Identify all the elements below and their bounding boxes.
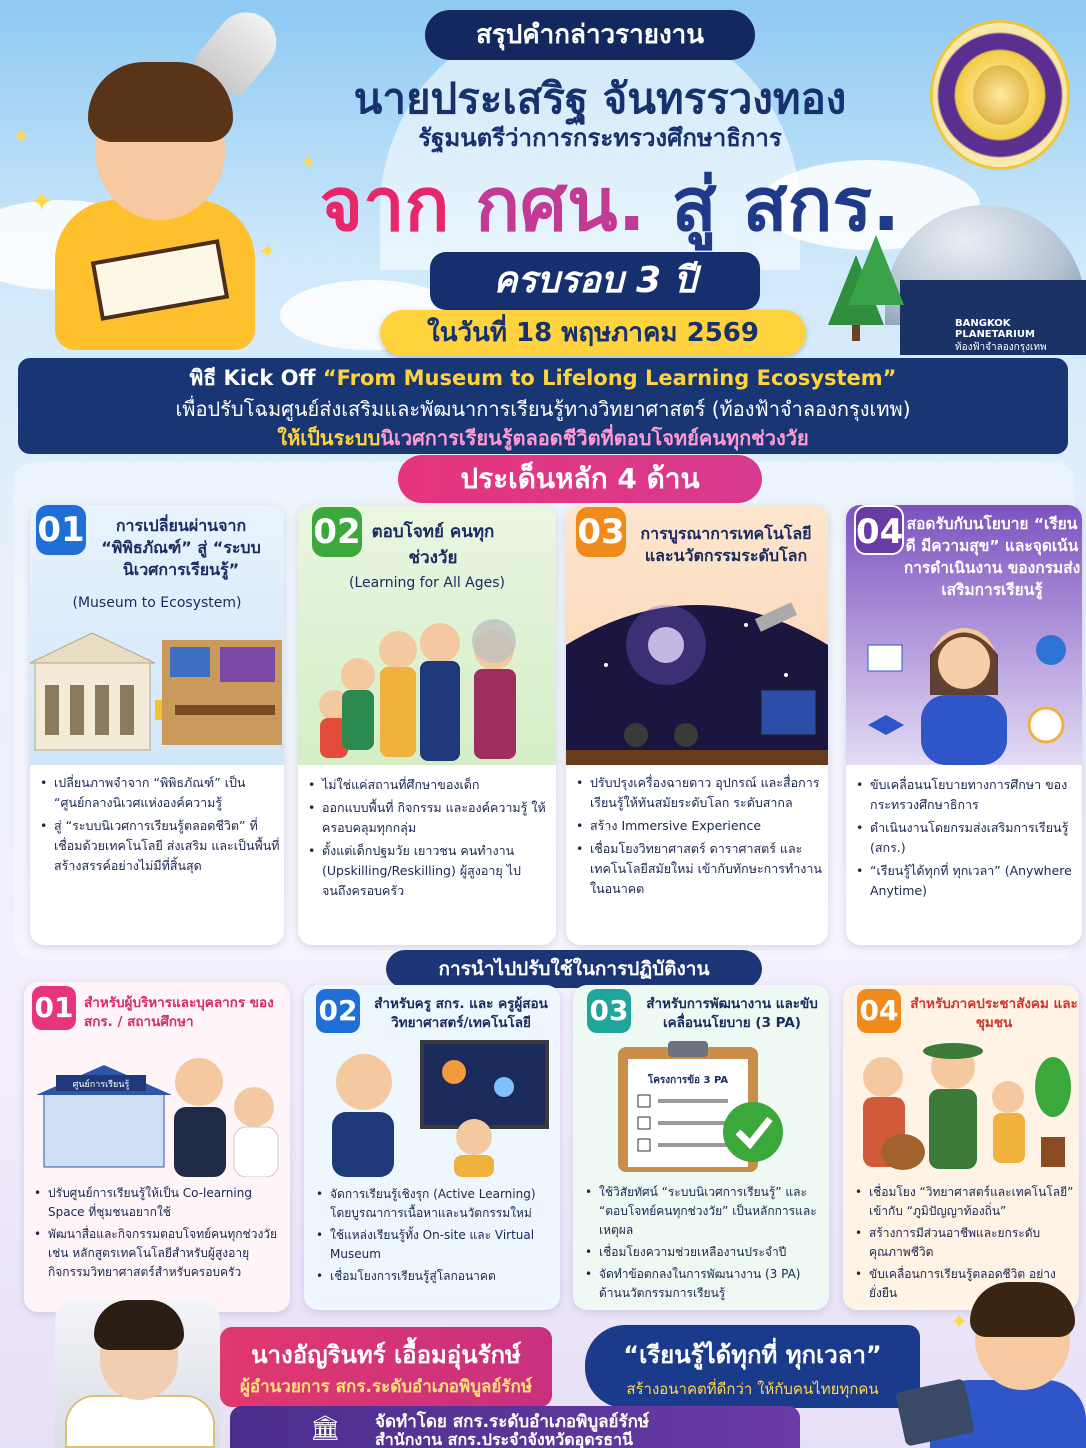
checklist-title: โครงการข้อ 3 PA <box>647 1075 729 1086</box>
planetarium-name-th: ท้องฟ้าจำลองกรุงเทพ <box>955 342 1047 353</box>
slogan-main: “เรียนรู้ได้ทุกที่ ทุกเวลา” <box>623 1341 882 1369</box>
slogan-sub: สร้างอนาคตที่ดีกว่า ให้กับคนไทยทุกคน <box>626 1380 879 1398</box>
card-number: 03 <box>587 989 631 1033</box>
bullet-item: • พัฒนาสื่อและกิจกรรมตอบโจทย์คนทุกช่วงวัย เช่น หลักสูตรเทคโนโลยีสำหรับผู้สูงอายุ กิจกรรมวิทยาศาสตร์สำหรับครอบครัว <box>34 1225 284 1282</box>
community-illustration <box>843 1037 1079 1177</box>
bullet-item: • ดำเนินงานโดยกรมส่งเสริมการเรียนรู้ (สกร.) <box>856 818 1078 858</box>
kickoff-line3-a: ให้เป็นระบบ <box>277 426 381 450</box>
tree-icon <box>848 235 904 305</box>
minister-role: รัฐมนตรีว่าการกระทรวงศึกษาธิการ <box>418 124 782 152</box>
card-bullets <box>576 773 822 902</box>
tree-trunk <box>852 325 860 341</box>
director-box <box>220 1327 552 1407</box>
card-title: การเปลี่ยนผ่านจาก “พิพิธภัณฑ์” สู่ “ระบบนิเวศการเรียนรู้” <box>101 516 261 579</box>
card-title: สำหรับภาคประชาสังคม และชุมชน <box>910 996 1078 1031</box>
bullet-item: • ขับเคลื่อนการเรียนรู้ตลอดชีวิต อย่างยั่งยืน <box>855 1265 1077 1303</box>
application-card-4 <box>843 985 1079 1310</box>
footer-bar <box>230 1406 800 1448</box>
section2-title: การนำไปปรับใช้ในการปฏิบัติงาน <box>386 950 762 988</box>
star-icon: ✦ <box>12 125 31 150</box>
card-bullets <box>316 1185 556 1289</box>
director-role: ผู้อำนวยการ สกร.ระดับอำเภอพิบูลย์รักษ์ <box>239 1377 533 1397</box>
minister-name: นายประเสริฐ จันทรรวงทอง <box>353 74 847 123</box>
kickoff-prefix: พิธี Kick Off <box>189 366 316 390</box>
header-pill: สรุปคำกล่าวรายงาน <box>425 10 755 60</box>
bullet-item: • เชื่อมโยง “วิทยาศาสตร์และเทคโนโลยี” เข้ากับ “ภูมิปัญญาท้องถิ่น” <box>855 1183 1077 1221</box>
planetarium-name-en: BANGKOK PLANETARIUM <box>955 318 1035 340</box>
key-point-card-4 <box>846 505 1082 945</box>
teacher-illustration <box>304 1037 560 1177</box>
director-uniform <box>65 1395 215 1448</box>
card-number: 02 <box>312 507 362 557</box>
card-subtitle: (Museum to Ecosystem) <box>72 595 242 611</box>
card-number: 01 <box>36 505 86 555</box>
key-point-card-1 <box>30 505 284 945</box>
slogan-box <box>585 1325 920 1408</box>
card-number: 01 <box>32 986 76 1030</box>
boy-hair <box>88 62 233 142</box>
event-date: ในวันที่ 18 พฤษภาคม 2569 <box>380 310 806 356</box>
card-title: สำหรับผู้บริหารและบุคลากร ของ สกร. / สถานศึกษา <box>84 995 274 1030</box>
bullet-item: • ปรับปรุงเครื่องฉายดาว อุปกรณ์ และสื่อการเรียนรู้ให้ทันสมัยระดับโลก ระดับสากล <box>576 773 822 813</box>
main-title-part1: จาก <box>319 162 450 248</box>
bullet-item: • เชื่อมโยงความช่วยเหลืองานประจำปี <box>585 1243 825 1262</box>
application-card-3 <box>573 985 829 1310</box>
planetarium-technology-illustration <box>566 585 828 765</box>
director-name: นางอัญรินทร์ เอื้อมอุ่นรักษ์ <box>251 1341 521 1369</box>
kickoff-highlight: “From Museum to Lifelong Learning Ecosystem” <box>322 366 897 390</box>
bullet-item: • เชื่อมโยงวิทยาศาสตร์ ดาราศาสตร์ และเทคโนโลยีสมัยใหม่ เข้ากับทักษะการทำงานในอนาคต <box>576 839 822 899</box>
card-title: สำหรับการพัฒนางาน และขับเคลื่อนนโยบาย (3 PA) <box>646 996 818 1031</box>
anniversary-badge: ครบรอบ 3 ปี <box>430 252 760 310</box>
card-bullets <box>34 1184 284 1285</box>
bullet-item: • ใช้แหล่งเรียนรู้ทั้ง On-site และ Virtual Museum <box>316 1226 556 1264</box>
bullet-item: • จัดทำข้อตกลงในการพัฒนางาน (3 PA) ด้านนวัตกรรมการเรียนรู้ <box>585 1265 825 1303</box>
footer-line1: จัดทำโดย สกร.ระดับอำเภอพิบูลย์รักษ์ <box>375 1412 650 1432</box>
seal-emblem <box>973 65 1029 125</box>
organization-seal-icon <box>930 20 1070 170</box>
key-point-card-3 <box>566 505 828 945</box>
card-subtitle: (Learning for All Ages) <box>348 575 506 591</box>
bullet-item: • ใช้วิสัยทัศน์ “ระบบนิเวศการเรียนรู้” และ “ตอบโจทย์คนทุกช่วงวัย” เป็นหลักการและเหตุผล <box>585 1183 825 1240</box>
application-card-1 <box>24 982 290 1312</box>
kickoff-title <box>18 362 1068 395</box>
card-number: 04 <box>854 505 904 555</box>
kickoff-line3-b: นิเวศการเรียนรู้ตลอดชีวิตที่ตอบโจทย์คนทุกช่วงวัย <box>380 426 809 450</box>
card-title: สำหรับครู สกร. และ ครูผู้สอนวิทยาศาสตร์/เทคโนโลยี <box>374 996 548 1031</box>
key-point-card-2 <box>298 505 556 945</box>
bullet-item: • ขับเคลื่อนนโยบายทางการศึกษา ของกระทรวงศึกษาธิการ <box>856 775 1078 815</box>
bullet-item: • สร้างการมีส่วนอาชีพและยกระดับคุณภาพชีวิต <box>855 1224 1077 1262</box>
bullet-item: • เชื่อมโยงการเรียนรู้สู่โลกอนาคต <box>316 1267 556 1286</box>
family-all-ages-illustration <box>298 605 556 765</box>
card-title: สอดรับกับนโยบาย “เรียนดี มีความสุข” และจุดเน้นการดำเนินงาน ของกรมส่งเสริมการเรียนรู้ <box>903 515 1081 599</box>
bullet-item: • เปลี่ยนภาพจำจาก “พิพิธภัณฑ์” เป็น “ศูนย์กลางนิเวศแห่งองค์ความรู้ <box>40 773 280 813</box>
bullet-item: • ปรับศูนย์การเรียนรู้ให้เป็น Co-learning Space ที่ชุมชนอยากใช้ <box>34 1184 284 1222</box>
bullet-item: • สู่ “ระบบนิเวศการเรียนรู้ตลอดชีวิต” ที่เชื่อมด้วยเทคโนโลยี ส่งเสริม และเป็นพื้นที่สร้างสรรค์อย่างไม่มีที่สิ้นสุด <box>40 816 280 876</box>
center-sign: ศูนย์การเรียนรู้ <box>72 1080 130 1090</box>
card-number: 02 <box>316 989 360 1033</box>
museum-to-ecosystem-illustration <box>30 625 284 760</box>
kickoff-line2: เพื่อปรับโฉมศูนย์ส่งเสริมและพัฒนาการเรียนรู้ทางวิทยาศาสตร์ (ท้องฟ้าจำลองกรุงเทพ) <box>175 397 911 421</box>
learning-center-illustration <box>24 1037 290 1177</box>
bullet-item: • ไม่ใช่แค่สถานที่ศึกษาของเด็ก <box>308 775 550 795</box>
director-hair <box>94 1300 184 1350</box>
bullet-item: • สร้าง Immersive Experience <box>576 816 822 836</box>
star-icon: ✦ <box>950 1310 969 1335</box>
star-icon: ✦ <box>30 185 54 218</box>
bullet-item: • จัดการเรียนรู้เชิงรุก (Active Learning) โดยบูรณาการเนื้อหาและนวัตกรรมใหม่ <box>316 1185 556 1223</box>
card-title: การบูรณาการเทคโนโลยี และนวัตกรรมระดับโลก <box>640 524 812 565</box>
bullet-item: • ออกแบบพื้นที่ กิจกรรม และองค์ความรู้ ให้ครอบคลุมทุกกลุ่ม <box>308 798 550 838</box>
application-card-2 <box>304 985 560 1310</box>
kickoff-banner <box>18 358 1068 454</box>
kickoff-line3 <box>18 422 1068 454</box>
card-title: ตอบโจทย์ คนทุกช่วงวัย <box>371 522 495 568</box>
planetarium-label <box>955 318 1085 355</box>
main-title-part2: กศน. <box>475 162 646 248</box>
star-icon: ✦ <box>300 150 317 174</box>
bullet-item: • “เรียนรู้ได้ทุกที่ ทุกเวลา” (Anywhere Anytime) <box>856 861 1078 901</box>
card-bullets <box>585 1183 825 1306</box>
bullet-item: • ตั้งแต่เด็กปฐมวัย เยาวชน คนทำงาน (Upskilling/Reskilling) ผู้สูงอายุ ไปจนถึงครอบครัว <box>308 841 550 901</box>
checklist-illustration <box>573 1037 829 1177</box>
building-icon: 🏛 <box>310 1414 341 1442</box>
card-number: 03 <box>576 507 626 557</box>
card-bullets <box>308 775 550 904</box>
happy-learning-illustration <box>846 605 1082 765</box>
main-title-part3: สู่ สกร. <box>671 162 901 248</box>
kid-hair <box>970 1282 1075 1337</box>
footer-line2: สำนักงาน สกร.ประจำจังหวัดอุดรธานี <box>375 1430 633 1448</box>
section1-title: ประเด็นหลัก 4 ด้าน <box>398 455 762 503</box>
star-icon: ✦ <box>258 240 277 265</box>
card-bullets <box>40 773 280 879</box>
card-number: 04 <box>857 989 901 1033</box>
card-bullets <box>856 775 1078 904</box>
